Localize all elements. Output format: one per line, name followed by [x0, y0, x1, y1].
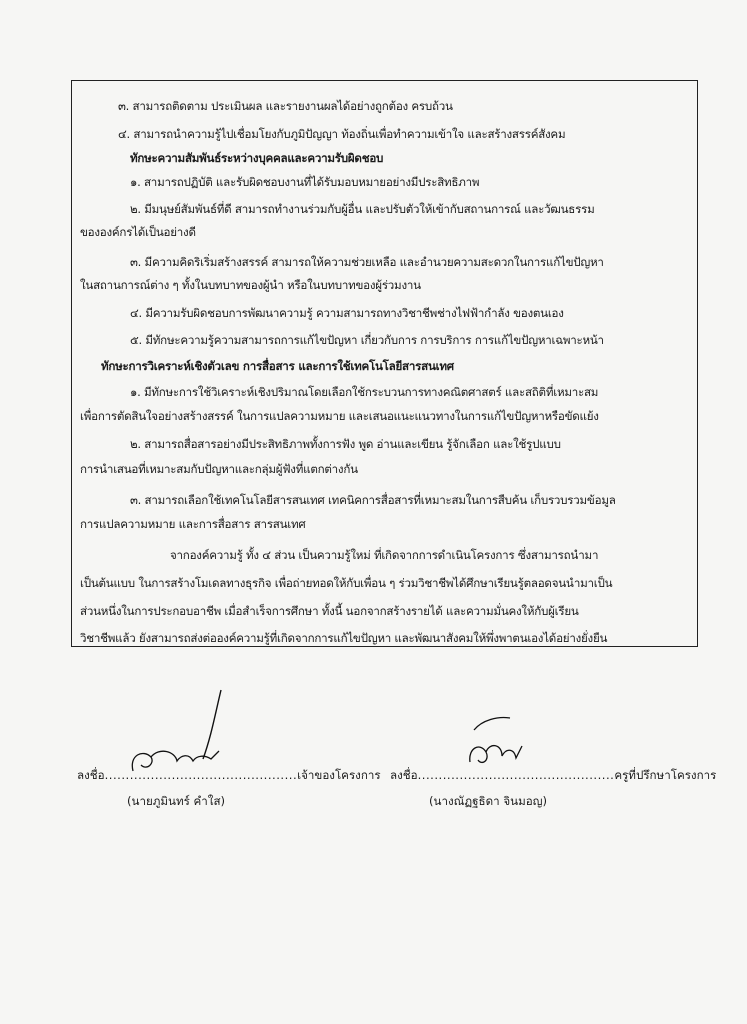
text-line: ส่วนหนึ่งในการประกอบอาชีพ เมื่อสำเร็จการศึกษา ทั้งนี้ นอกจากสร้างรายได้ และความมั่นคงให้กับผู้เรียน — [80, 604, 579, 618]
text-line: ในสถานการณ์ต่าง ๆ ทั้งในบทบาทของผู้นำ หรือในบทบาทของผู้ร่วมงาน — [80, 278, 421, 292]
text-line: ๒. มีมนุษย์สัมพันธ์ที่ดี สามารถทำงานร่วมกับผู้อื่น และปรับตัวให้เข้ากับสถานการณ์ และวัฒนธรรม — [130, 202, 595, 216]
text-line: ๓. มีความคิดริเริ่มสร้างสรรค์ สามารถให้ความช่วยเหลือ และอำนวยความสะดวกในการแก้ไขปัญหา — [130, 255, 604, 269]
text-line: เป็นต้นแบบ ในการสร้างโมเดลทางธุรกิจ เพื่อถ่ายทอดให้กับเพื่อน ๆ ร่วมวิชาชีพได้ศึกษาเรียนรู้ตลอดจนนำมาเป็น — [80, 576, 613, 590]
section-heading: ทักษะความสัมพันธ์ระหว่างบุคคลและความรับผิดชอบ — [130, 151, 384, 165]
section-heading: ทักษะการวิเคราะห์เชิงตัวเลข การสื่อสาร และการใช้เทคโนโลยีสารสนเทศ — [101, 359, 454, 373]
text-line: ๑. มีทักษะการใช้วิเคราะห์เชิงปริมาณโดยเลือกใช้กระบวนการทางคณิตศาสตร์ และสถิติที่เหมาะสม — [130, 385, 599, 399]
text-line: เพื่อการตัดสินใจอย่างสร้างสรรค์ ในการแปลความหมาย และเสนอแนะแนวทางในการแก้ไขปัญหาหรือขัดแย้ง — [80, 409, 599, 423]
sign-label: ลงชื่อ — [77, 768, 105, 782]
signer-role: เจ้าของโครงการ — [297, 768, 381, 782]
signature-line-left — [77, 767, 381, 785]
text-line: ๓. สามารถเลือกใช้เทคโนโลยีสารสนเทศ เทคนิคการสื่อสารที่เหมาะสมในการสืบค้น เก็บรวบรวมข้อมูล — [130, 493, 616, 507]
text-line: ๓. สามารถติดตาม ประเมินผล และรายงานผลได้อย่างถูกต้อง ครบถ้วน — [118, 99, 453, 113]
text-line: ๔. มีความรับผิดชอบการพัฒนาความรู้ ความสามารถทางวิชาชีพช่างไฟฟ้ากำลัง ของตนเอง — [130, 306, 564, 320]
text-line: วิชาชีพแล้ว ยังสามารถส่งต่อองค์ความรู้ที่เกิดจากการแก้ไขปัญหา และพัฒนาสังคมให้พึ่งพาตนเองได้อย่างยั่งยืน — [80, 631, 608, 645]
text-line: การแปลความหมาย และการสื่อสาร สารสนเทศ — [80, 517, 306, 531]
signature-line-right — [390, 767, 716, 785]
sign-label: ลงชื่อ — [390, 768, 418, 782]
signature-dots: .............................................. — [104, 768, 298, 782]
text-line: ๒. สามารถสื่อสารอย่างมีประสิทธิภาพทั้งการฟัง พูด อ่านและเขียน รู้จักเลือก และใช้รูปแบบ — [130, 437, 561, 451]
signer-role: ครูที่ปรึกษาโครงการ — [614, 768, 717, 782]
text-line: การนำเสนอที่เหมาะสมกับปัญหาและกลุ่มผู้ฟังที่แตกต่างกัน — [80, 462, 358, 476]
text-line: ขององค์กรได้เป็นอย่างดี — [80, 225, 196, 239]
text-line: จากองค์ความรู้ ทั้ง ๔ ส่วน เป็นความรู้ใหม่ ที่เกิดจากการดำเนินโครงการ ซึ่งสามารถนำมา — [170, 548, 599, 562]
text-line: ๕. มีทักษะความรู้ความสามารถการแก้ไขปัญหา เกี่ยวกับการ การบริการ การแก้ไขปัญหาเฉพาะหน้า — [130, 333, 604, 347]
signature-dots: ............................................... — [417, 768, 615, 782]
text-line: ๔. สามารถนำความรู้ไปเชื่อมโยงกับภูมิปัญญา ท้องถิ่นเพื่อทำความเข้าใจ และสร้างสรรค์สังคม — [118, 127, 566, 141]
text-line: ๑. สามารถปฏิบัติ และรับผิดชอบงานที่ได้รับมอบหมายอย่างมีประสิทธิภาพ — [130, 175, 480, 189]
signer-name-left: (นายภูมินทร์ คำใส) — [127, 794, 226, 808]
signer-name-right: (นางณัฏฐธิดา จินมอญ) — [429, 794, 548, 808]
